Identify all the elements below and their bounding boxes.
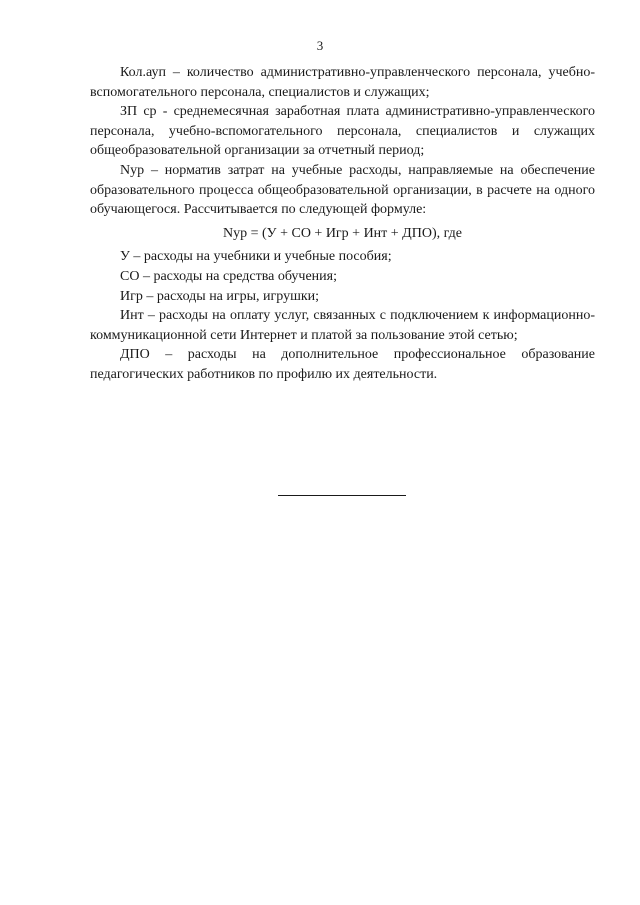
- end-separator-line: [278, 495, 406, 496]
- paragraph-nur: Nур – норматив затрат на учебные расходы, направляемые на обеспечение образовательного процесса общеобразовательной организации, в расчете на одного обучающегося. Рассчитывается по следующей формуле:: [90, 162, 595, 218]
- definition-dpo: ДПО – расходы на дополнительное профессиональное образование педагогических работников по профилю их деятельности.: [90, 347, 595, 382]
- definition-igr: Игр – расходы на игры, игрушки;: [120, 288, 320, 304]
- document-body: [90, 63, 595, 385]
- paragraph-kol-aup: Кол.ауп – количество административно-управленческого персонала, учебно-вспомогательного персонала, специалистов и служащих;: [90, 65, 595, 100]
- page-number: 3: [316, 38, 324, 53]
- formula: Nур = (У + СО + Игр + Инт + ДПО), где: [223, 225, 462, 241]
- definition-so: СО – расходы на средства обучения;: [120, 268, 337, 284]
- definition-int: Инт – расходы на оплату услуг, связанных с подключением к информационно-коммуникационной сети Интернет и платой за пользование этой сетью;: [90, 308, 595, 343]
- paragraph-zp-sr: ЗП ср - среднемесячная заработная плата административно-управленческого персонала, учебно-вспомогательного персонала, специалистов и служащих общеобразовательной организации за отчетный период;: [90, 104, 595, 159]
- definition-u: У – расходы на учебники и учебные пособия;: [120, 249, 392, 265]
